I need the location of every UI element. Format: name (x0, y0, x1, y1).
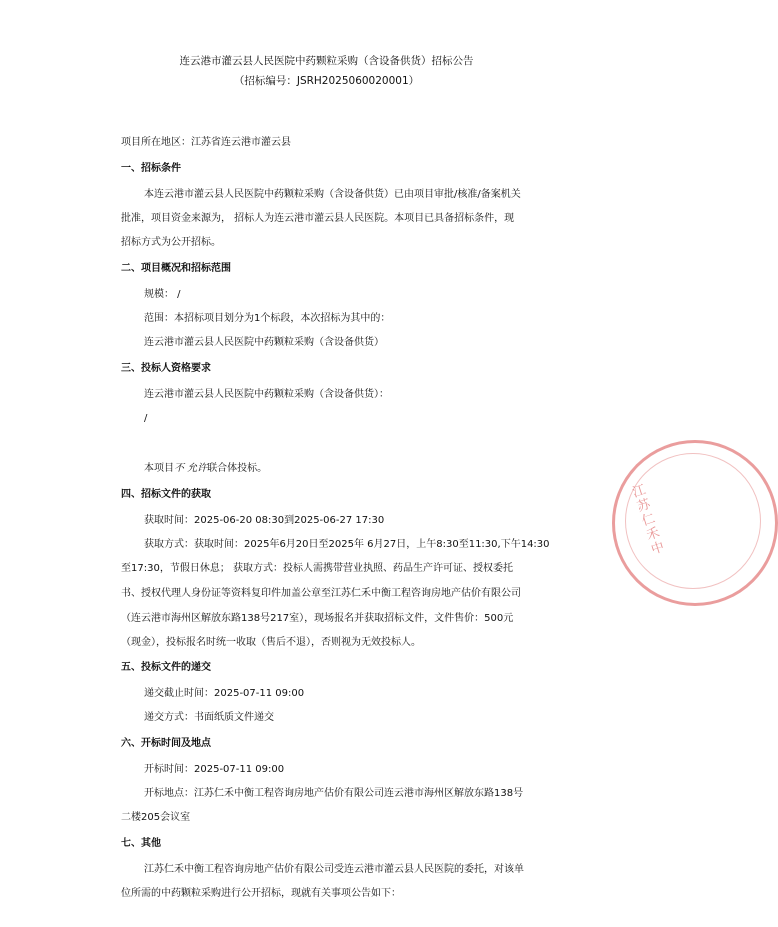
qualification-lot: 连云港市灌云县人民医院中药颗粒采购（含设备供货）： (144, 389, 389, 400)
project-scope: 范围：本招标项目划分为1个标段，本次招标为其中的： (144, 313, 391, 324)
section-7-heading: 七、其他 (121, 838, 161, 849)
submission-deadline: 递交截止时间：2025-07-11 09:00 (144, 688, 305, 699)
section-2-heading: 二、项目概况和招标范围 (121, 263, 231, 274)
consortium-pre: 本项目 (144, 463, 174, 474)
section-1-para-line-1: 本连云港市灌云县人民医院中药颗粒采购（含设备供货）已由项目审批/核准/备案机关 (144, 189, 521, 200)
company-seal (612, 440, 778, 606)
consortium-not-allowed: 不 允许 (174, 463, 208, 474)
obtain-method-line-2: 至17:30，节假日休息； 获取方式：投标人需携带营业执照、药品生产许可证、授权委托 (121, 563, 513, 574)
obtain-method-line-4: （连云港市海州区解放东路138号217室），现场报名并获取招标文件，文件售价：500元 (121, 613, 514, 624)
other-line-1: 江苏仁禾中衡工程咨询房地产估价有限公司受连云港市灌云县人民医院的委托，对该单 (144, 864, 524, 875)
section-5-heading: 五、投标文件的递交 (121, 662, 211, 673)
opening-time: 开标时间：2025-07-11 09:00 (144, 764, 285, 775)
qualification-value: / (144, 413, 148, 424)
opening-place-line-1: 开标地点：江苏仁禾中衡工程咨询房地产估价有限公司连云港市海州区解放东路138号 (144, 788, 524, 799)
section-3-heading: 三、投标人资格要求 (121, 363, 211, 374)
section-1-para-line-2: 批准，项目资金来源为， 招标人为连云港市灌云县人民医院。本项目已具备招标条件，现 (121, 213, 515, 224)
section-4-heading: 四、招标文件的获取 (121, 489, 211, 500)
obtain-method-line-3: 书、授权代理人身份证等资料复印件加盖公章至江苏仁禾中衡工程咨询房地产估价有限公司 (121, 588, 521, 599)
tender-code: （招标编号：JSRH2025060020001） (233, 75, 420, 87)
company-seal-text: 江苏仁禾中 (627, 482, 666, 559)
section-6-heading: 六、开标时间及地点 (121, 738, 211, 749)
other-line-2: 位所需的中药颗粒采购进行公开招标，现就有关事项公告如下： (121, 888, 401, 899)
project-location: 项目所在地区：江苏省连云港市灌云县 (121, 137, 291, 148)
section-1-heading: 一、招标条件 (121, 163, 181, 174)
submission-method: 递交方式：书面纸质文件递交 (144, 712, 274, 723)
project-scale: 规模： / (144, 289, 181, 300)
obtain-time: 获取时间：2025-06-20 08:30到2025-06-27 17:30 (144, 515, 385, 526)
notice-title: 连云港市灌云县人民医院中药颗粒采购（含设备供货）招标公告 (179, 55, 474, 67)
opening-place-line-2: 二楼205会议室 (121, 812, 191, 823)
lot-name: 连云港市灌云县人民医院中药颗粒采购（含设备供货） (144, 337, 384, 348)
section-1-para-line-3: 招标方式为公开招标。 (121, 237, 221, 248)
obtain-method-line-5: （现金），投标报名时统一收取（售后不退），否则视为无效投标人。 (121, 637, 421, 648)
obtain-method-line-1: 获取方式：获取时间：2025年6月20日至2025年 6月27日，上午8:30至11:30,下午14:30 (144, 539, 550, 550)
consortium-post: 联合体投标。 (207, 463, 268, 474)
consortium-statement (144, 463, 267, 475)
